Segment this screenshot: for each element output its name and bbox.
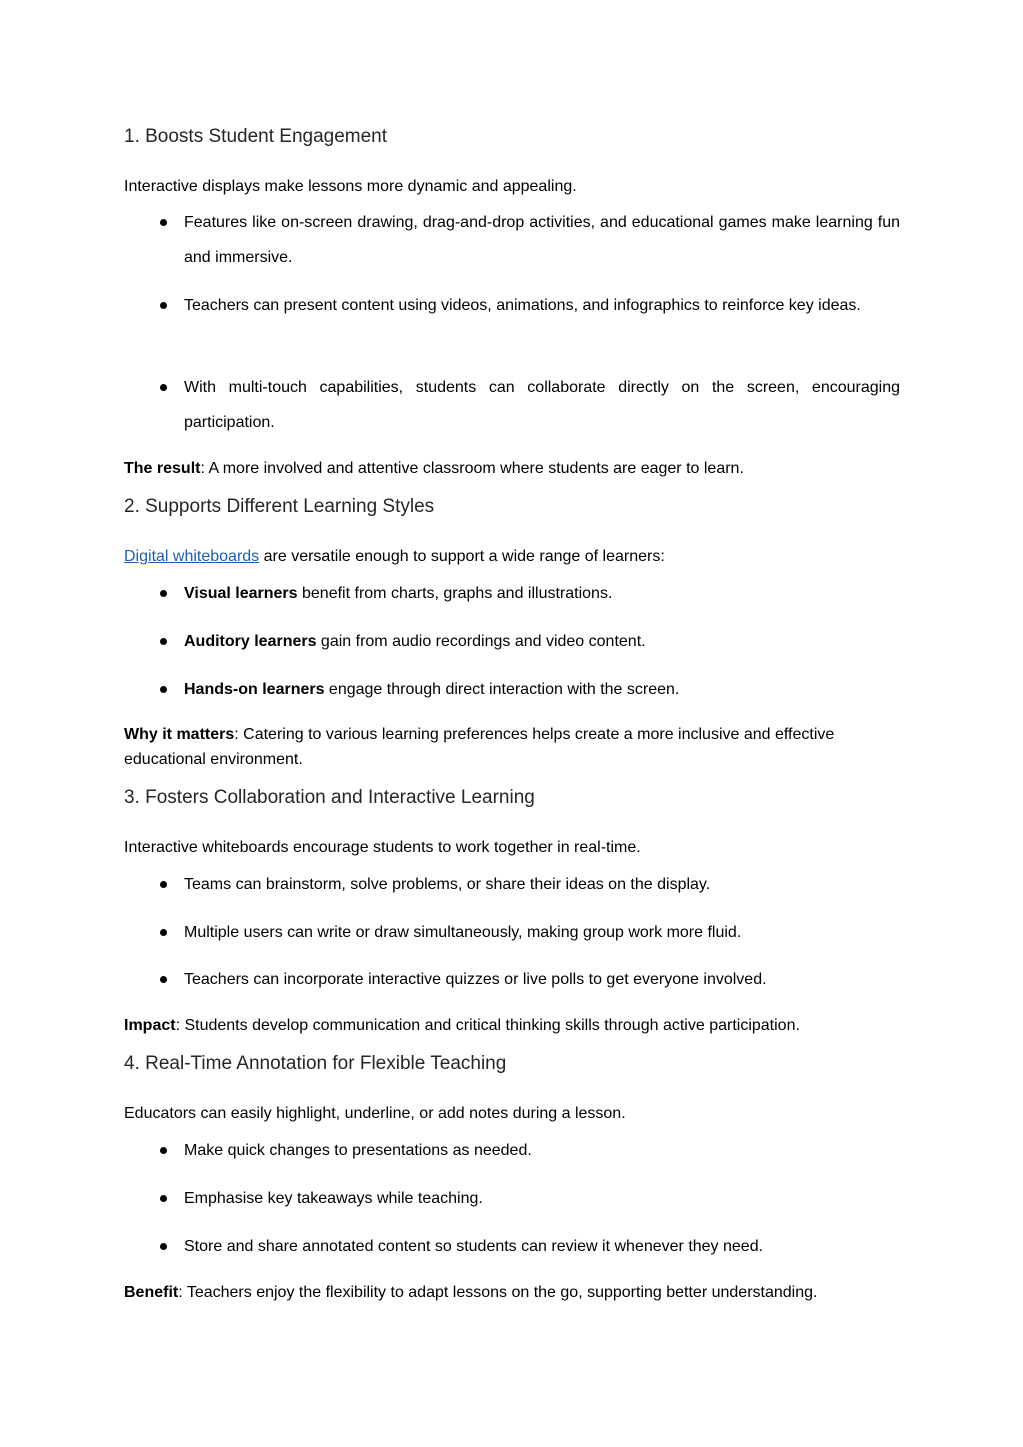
bullet-dot-icon: [160, 219, 167, 226]
bullet-dot-icon: [160, 686, 167, 693]
conclusion-label: The result: [124, 460, 201, 477]
section-2-conclusion: [124, 722, 900, 772]
section-3-intro: Interactive whiteboards encourage students to work together in real-time.: [124, 839, 641, 856]
bullet-dot-icon: [160, 1147, 167, 1154]
section-4-conclusion: [124, 1282, 817, 1304]
section-1-heading: 1. Boosts Student Engagement: [124, 126, 388, 147]
conclusion-text: : Catering to various learning preferences helps create a more inclusive and effective educational environment.: [124, 726, 835, 768]
section-4-heading: 4. Real-Time Annotation for Flexible Teaching: [124, 1053, 507, 1074]
section-2-bullet-2: [184, 631, 646, 653]
bullet-dot-icon: [160, 590, 167, 597]
bullet-rest-text: engage through direct interaction with the screen.: [324, 681, 680, 698]
section-2-intro: [124, 546, 665, 568]
section-3-bullet-2: Multiple users can write or draw simultaneously, making group work more fluid.: [184, 924, 742, 941]
digital-whiteboards-link[interactable]: Digital whiteboards: [124, 548, 260, 565]
section-4-intro: Educators can easily highlight, underline, or add notes during a lesson.: [124, 1105, 626, 1122]
section-3-heading: 3. Fosters Collaboration and Interactive Learning: [124, 787, 535, 808]
bullet-dot-icon: [160, 976, 167, 983]
conclusion-text: : Teachers enjoy the flexibility to adapt lessons on the go, supporting better understanding.: [178, 1284, 818, 1301]
section-3-conclusion: [124, 1015, 800, 1037]
section-1-bullet-2: Teachers can present content using videos, animations, and infographics to reinforce key ideas.: [184, 297, 861, 314]
conclusion-label: Why it matters: [124, 726, 235, 743]
bullet-dot-icon: [160, 1243, 167, 1250]
bullet-dot-icon: [160, 384, 167, 391]
section-2-bullet-3: [184, 679, 679, 701]
bullet-bold-term: Auditory learners: [184, 633, 317, 650]
section-2-heading: 2. Supports Different Learning Styles: [124, 496, 435, 517]
bullet-dot-icon: [160, 638, 167, 645]
section-4-bullet-3: Store and share annotated content so students can review it whenever they need.: [184, 1238, 764, 1255]
section-2-intro-rest: are versatile enough to support a wide range of learners:: [259, 548, 665, 565]
bullet-bold-term: Hands-on learners: [184, 681, 325, 698]
section-2-bullet-1: [184, 583, 612, 605]
bullet-rest-text: benefit from charts, graphs and illustrations.: [297, 585, 613, 602]
section-4-bullet-2: Emphasise key takeaways while teaching.: [184, 1190, 483, 1207]
section-3-bullet-1: Teams can brainstorm, solve problems, or share their ideas on the display.: [184, 876, 711, 893]
conclusion-label: Benefit: [124, 1284, 179, 1301]
bullet-dot-icon: [160, 1195, 167, 1202]
bullet-dot-icon: [160, 929, 167, 936]
section-1-intro: Interactive displays make lessons more dynamic and appealing.: [124, 178, 577, 195]
section-4-bullet-1: Make quick changes to presentations as needed.: [184, 1142, 532, 1159]
conclusion-text: : Students develop communication and critical thinking skills through active participation.: [175, 1017, 800, 1034]
section-1-bullet-1: Features like on-screen drawing, drag-and-drop activities, and educational games make learning fun and immersive.: [184, 214, 900, 266]
bullet-dot-icon: [160, 302, 167, 309]
conclusion-label: Impact: [124, 1017, 176, 1034]
section-3-bullet-3: Teachers can incorporate interactive quizzes or live polls to get everyone involved.: [184, 971, 767, 988]
section-1-conclusion: [124, 458, 744, 480]
bullet-bold-term: Visual learners: [184, 585, 298, 602]
bullet-dot-icon: [160, 881, 167, 888]
bullet-rest-text: gain from audio recordings and video content.: [316, 633, 646, 650]
section-1-bullet-3: With multi-touch capabilities, students can collaborate directly on the screen, encouraging participation.: [184, 379, 900, 431]
conclusion-text: : A more involved and attentive classroom where students are eager to learn.: [200, 460, 744, 477]
